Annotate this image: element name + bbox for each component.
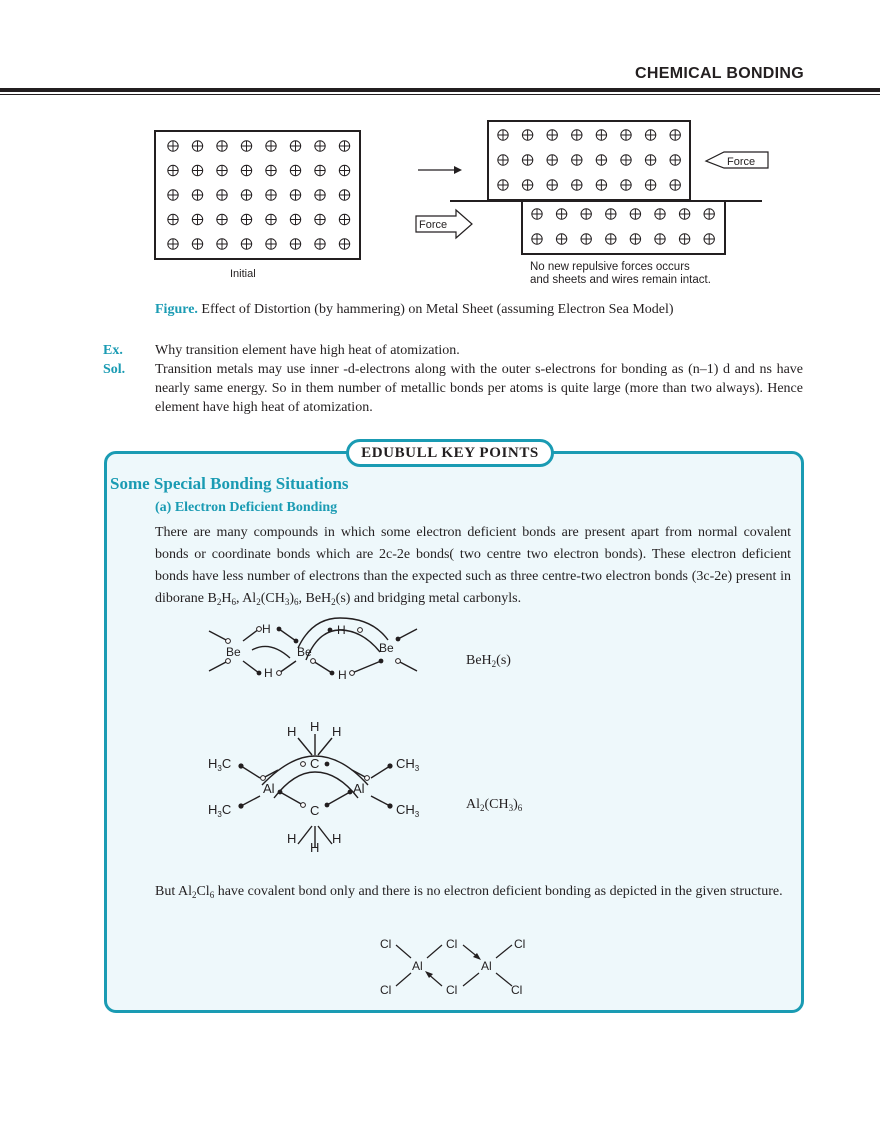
c-atom-bottom: C — [310, 803, 320, 818]
note-line-1: No new repulsive forces occurs — [530, 261, 690, 273]
h-atom-2: H — [264, 666, 273, 680]
initial-sheet-ions — [168, 141, 350, 249]
be-atom-2: Be — [297, 645, 312, 659]
al2ch36-label: $Al_2(CH_3)_6$ — [466, 797, 523, 813]
h-bottom-left: H — [287, 831, 297, 846]
beh2-structure — [0, 612, 880, 692]
caption-text: Effect of Distortion (by hammering) on Metal Sheet (assuming Electron Sea Model) — [197, 302, 674, 317]
key-points-banner — [346, 439, 554, 467]
lower-layer-ions — [532, 209, 715, 244]
shift-arrow-head — [454, 166, 462, 174]
header-rule-thick — [0, 88, 880, 92]
al-left: Al — [412, 959, 423, 973]
paragraph-formulas: $B_2H_6$, $Al_2(CH_3)_6$, BeH$_2$(s) and bridging metal carbonyls. — [207, 591, 522, 607]
c-atom-top: C — [310, 756, 320, 771]
key-points-banner-text: EDUBULL KEY POINTS — [361, 445, 539, 461]
al-right: Al — [481, 959, 492, 973]
electron-deficient-paragraph — [155, 522, 791, 610]
cl-top-right: Cl — [514, 937, 526, 951]
h-atom-4: H — [338, 668, 347, 682]
lower-layer-sheet — [522, 201, 725, 254]
cl-top-mid: Cl — [446, 937, 458, 951]
al2cl6-paragraph: But $Al_2Cl_6$ have covalent bond only and there is no electron deficient bonding as depicted in the given structure. — [155, 884, 783, 900]
section-title: Some Special Bonding Situations — [110, 474, 349, 493]
h3c-top-label: $H_3C$ — [208, 756, 232, 773]
metal-sheet-figure — [0, 110, 880, 310]
sol-text: Transition metals may use inner -d-electrons along with the outer s-electrons for bonding as (n–1) d and ns have nearly same energy. So in them number of metallic bonds per atoms is quite large (more than two always). Hence element have high heat of atomization. — [155, 362, 803, 415]
header-rule-thin — [0, 94, 880, 95]
h-top-left: H — [287, 724, 297, 739]
cl-top-left: Cl — [380, 937, 392, 951]
h3c-bottom-label: $H_3C$ — [208, 802, 232, 819]
h-bottom-right: H — [332, 831, 342, 846]
h-atom-3: H — [337, 623, 346, 637]
h-top-right: H — [332, 724, 342, 739]
page-header-title: CHEMICAL BONDING — [635, 65, 804, 82]
ex-question: Why transition element have high heat of atomization. — [155, 343, 460, 358]
sol-label: Sol. — [103, 362, 126, 377]
paragraph-text: There are many compounds in which some electron deficient bonds are present apart from normal covalent bonds or coordinate bonds which are 2c-2e bonds( two centre two electron bonds). These electron deficient bonds have less number of electrons than the expected such as three centre-two electron bonds (3c-2e) present in diborane — [155, 525, 791, 606]
h-atom-1: H — [262, 622, 271, 636]
cl-bottom-mid: Cl — [446, 983, 458, 997]
al2cl6-structure — [0, 932, 880, 1002]
figure-caption — [155, 302, 674, 318]
ch3-bottom-label: $CH_3$ — [396, 802, 420, 819]
be-atom-1: Be — [226, 645, 241, 659]
be-atom-3: Be — [379, 641, 394, 655]
note-line-2: and sheets and wires remain intact. — [530, 274, 711, 286]
al-atom-left: Al — [263, 781, 275, 796]
initial-sheet — [155, 131, 360, 259]
ex-label: Ex. — [103, 343, 123, 358]
caption-label: Figure. — [155, 302, 198, 317]
h-top-mid: H — [310, 719, 320, 734]
ch3-top-label: $CH_3$ — [396, 756, 420, 773]
h-bottom-mid: H — [310, 840, 320, 852]
beh2-label: BeH$_2$(s) — [466, 653, 511, 669]
cl-bottom-right: Cl — [511, 983, 523, 997]
al-atom-right: Al — [353, 781, 365, 796]
subsection-title: (a) Electron Deficient Bonding — [155, 500, 338, 515]
cl-bottom-left: Cl — [380, 983, 392, 997]
initial-label: Initial — [230, 268, 256, 280]
al2ch36-structure — [0, 712, 880, 852]
upper-layer-ions — [498, 130, 681, 190]
upper-layer-sheet — [488, 121, 690, 200]
force-label-right: Force — [727, 156, 756, 168]
force-label-left: Force — [419, 219, 448, 231]
